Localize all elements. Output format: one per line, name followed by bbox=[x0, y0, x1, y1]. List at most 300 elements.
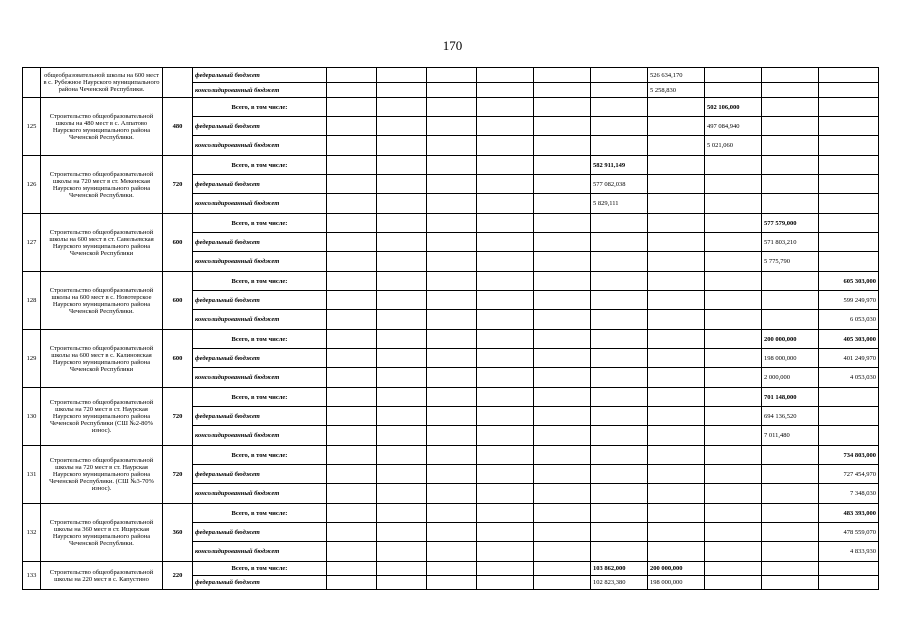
funding-source-label: федеральный бюджет bbox=[193, 523, 327, 542]
value-cell bbox=[327, 446, 377, 465]
value-cell bbox=[327, 542, 377, 562]
value-cell bbox=[477, 388, 534, 407]
capacity: 720 bbox=[163, 446, 193, 504]
value-cell bbox=[534, 252, 591, 272]
value-cell bbox=[377, 426, 427, 446]
value-cell bbox=[477, 272, 534, 291]
value-cell: 694 136,520 bbox=[762, 407, 819, 426]
value-cell bbox=[427, 330, 477, 349]
funding-source-label: федеральный бюджет bbox=[193, 175, 327, 194]
value-cell bbox=[327, 83, 377, 98]
value-cell bbox=[819, 68, 879, 83]
value-cell bbox=[534, 233, 591, 252]
row-number: 133 bbox=[23, 562, 41, 590]
value-cell bbox=[477, 214, 534, 233]
value-cell bbox=[377, 194, 427, 214]
value-cell bbox=[705, 349, 762, 368]
value-cell bbox=[591, 426, 648, 446]
value-cell bbox=[591, 330, 648, 349]
value-cell bbox=[819, 426, 879, 446]
value-cell bbox=[477, 576, 534, 590]
value-cell: 5 021,060 bbox=[705, 136, 762, 156]
value-cell bbox=[648, 194, 705, 214]
value-cell bbox=[327, 272, 377, 291]
value-cell bbox=[327, 194, 377, 214]
value-cell bbox=[762, 291, 819, 310]
value-cell bbox=[648, 523, 705, 542]
value-cell bbox=[534, 214, 591, 233]
value-cell bbox=[427, 83, 477, 98]
value-cell bbox=[534, 175, 591, 194]
value-cell bbox=[427, 233, 477, 252]
value-cell bbox=[427, 310, 477, 330]
value-cell bbox=[819, 562, 879, 576]
value-cell: 5 775,790 bbox=[762, 252, 819, 272]
value-cell bbox=[762, 465, 819, 484]
value-cell bbox=[648, 136, 705, 156]
value-cell bbox=[377, 349, 427, 368]
value-cell bbox=[477, 252, 534, 272]
value-cell bbox=[427, 117, 477, 136]
capacity bbox=[163, 68, 193, 98]
value-cell bbox=[591, 484, 648, 504]
table-row bbox=[23, 98, 879, 117]
value-cell bbox=[327, 426, 377, 446]
value-cell bbox=[477, 98, 534, 117]
value-cell bbox=[762, 504, 819, 523]
value-cell bbox=[534, 136, 591, 156]
value-cell bbox=[534, 291, 591, 310]
table-row bbox=[23, 272, 879, 291]
value-cell bbox=[705, 68, 762, 83]
funding-source-label: консолидированный бюджет bbox=[193, 368, 327, 388]
value-cell bbox=[591, 272, 648, 291]
funding-source-label: федеральный бюджет bbox=[193, 576, 327, 590]
value-cell bbox=[648, 214, 705, 233]
value-cell bbox=[377, 407, 427, 426]
funding-source-label: федеральный бюджет bbox=[193, 407, 327, 426]
value-cell: 102 823,380 bbox=[591, 576, 648, 590]
value-cell bbox=[327, 175, 377, 194]
row-number: 130 bbox=[23, 388, 41, 446]
value-cell bbox=[762, 484, 819, 504]
value-cell bbox=[762, 156, 819, 175]
capacity: 480 bbox=[163, 98, 193, 156]
funding-source-label: федеральный бюджет bbox=[193, 233, 327, 252]
value-cell bbox=[819, 98, 879, 117]
value-cell bbox=[377, 98, 427, 117]
row-number: 131 bbox=[23, 446, 41, 504]
value-cell bbox=[477, 349, 534, 368]
value-cell: 497 084,940 bbox=[705, 117, 762, 136]
value-cell bbox=[705, 252, 762, 272]
object-description: Строительство общеобразовательной школы на 600 мест в с. Калиновская Наурского муниципального района Чеченской Республики bbox=[41, 330, 163, 388]
value-cell bbox=[427, 291, 477, 310]
value-cell bbox=[327, 252, 377, 272]
value-cell bbox=[705, 542, 762, 562]
capacity: 720 bbox=[163, 156, 193, 214]
value-cell bbox=[477, 156, 534, 175]
value-cell bbox=[762, 194, 819, 214]
value-cell bbox=[762, 117, 819, 136]
value-cell bbox=[705, 576, 762, 590]
funding-source-label: консолидированный бюджет bbox=[193, 252, 327, 272]
object-description: Строительство общеобразовательной школы на 220 мест в с. Капустино bbox=[41, 562, 163, 590]
value-cell bbox=[534, 388, 591, 407]
value-cell: 198 000,000 bbox=[648, 576, 705, 590]
value-cell: 701 148,000 bbox=[762, 388, 819, 407]
value-cell bbox=[762, 83, 819, 98]
value-cell bbox=[427, 214, 477, 233]
row-number: 132 bbox=[23, 504, 41, 562]
value-cell bbox=[377, 83, 427, 98]
row-number bbox=[23, 68, 41, 98]
value-cell bbox=[762, 562, 819, 576]
value-cell bbox=[648, 291, 705, 310]
value-cell bbox=[427, 542, 477, 562]
value-cell bbox=[705, 175, 762, 194]
value-cell bbox=[648, 465, 705, 484]
value-cell bbox=[477, 117, 534, 136]
value-cell bbox=[377, 136, 427, 156]
value-cell bbox=[648, 368, 705, 388]
value-cell bbox=[648, 175, 705, 194]
table-row bbox=[23, 214, 879, 233]
value-cell bbox=[534, 272, 591, 291]
value-cell bbox=[427, 562, 477, 576]
row-number: 126 bbox=[23, 156, 41, 214]
value-cell bbox=[648, 542, 705, 562]
value-cell bbox=[477, 426, 534, 446]
value-cell bbox=[477, 407, 534, 426]
value-cell bbox=[591, 68, 648, 83]
value-cell: 103 862,000 bbox=[591, 562, 648, 576]
value-cell: 483 393,000 bbox=[819, 504, 879, 523]
value-cell bbox=[534, 98, 591, 117]
value-cell bbox=[591, 214, 648, 233]
value-cell bbox=[477, 291, 534, 310]
value-cell bbox=[705, 330, 762, 349]
value-cell bbox=[534, 446, 591, 465]
value-cell bbox=[427, 523, 477, 542]
value-cell bbox=[762, 576, 819, 590]
value-cell bbox=[377, 156, 427, 175]
capacity: 600 bbox=[163, 272, 193, 330]
object-description: Строительство общеобразовательной школы на 720 мест в ст. Наурская Наурского муниципального района Чеченской Республики (СШ №2-80% износ). bbox=[41, 388, 163, 446]
value-cell: 577 579,000 bbox=[762, 214, 819, 233]
funding-source-label: консолидированный бюджет bbox=[193, 426, 327, 446]
value-cell bbox=[427, 484, 477, 504]
value-cell: 200 000,000 bbox=[762, 330, 819, 349]
object-description: Строительство общеобразовательной школы на 720 мест в ст. Мекенская Наурского муниципального района Чеченской Республики. bbox=[41, 156, 163, 214]
value-cell bbox=[591, 523, 648, 542]
capacity: 600 bbox=[163, 214, 193, 272]
value-cell: 5 258,830 bbox=[648, 83, 705, 98]
value-cell bbox=[534, 156, 591, 175]
value-cell bbox=[477, 484, 534, 504]
value-cell bbox=[762, 68, 819, 83]
value-cell bbox=[819, 252, 879, 272]
funding-source-label: Всего, в том числе: bbox=[193, 156, 327, 175]
value-cell bbox=[477, 83, 534, 98]
value-cell bbox=[648, 349, 705, 368]
value-cell bbox=[534, 523, 591, 542]
object-description: Строительство общеобразовательной школы на 720 мест в ст. Наурская Наурского муниципального района Чеченской Республики. (СШ №3-70% износ). bbox=[41, 446, 163, 504]
table-row bbox=[23, 504, 879, 523]
row-number: 125 bbox=[23, 98, 41, 156]
value-cell bbox=[591, 291, 648, 310]
value-cell bbox=[327, 504, 377, 523]
value-cell: 5 829,111 bbox=[591, 194, 648, 214]
value-cell bbox=[427, 446, 477, 465]
value-cell bbox=[427, 388, 477, 407]
value-cell bbox=[477, 542, 534, 562]
value-cell bbox=[705, 214, 762, 233]
value-cell bbox=[591, 252, 648, 272]
value-cell bbox=[327, 291, 377, 310]
page-number: 170 bbox=[442, 38, 463, 53]
value-cell bbox=[648, 98, 705, 117]
value-cell bbox=[427, 426, 477, 446]
funding-source-label: Всего, в том числе: bbox=[193, 214, 327, 233]
value-cell bbox=[327, 368, 377, 388]
value-cell bbox=[591, 504, 648, 523]
object-description: Строительство общеобразовательной школы на 360 мест в ст. Ищерская Наурского муниципального района Чеченской Республики. bbox=[41, 504, 163, 562]
value-cell bbox=[705, 562, 762, 576]
value-cell bbox=[327, 576, 377, 590]
table-row bbox=[23, 388, 879, 407]
value-cell bbox=[427, 156, 477, 175]
table-row bbox=[23, 562, 879, 576]
value-cell bbox=[327, 330, 377, 349]
value-cell bbox=[591, 465, 648, 484]
capacity: 360 bbox=[163, 504, 193, 562]
value-cell bbox=[377, 484, 427, 504]
value-cell bbox=[534, 68, 591, 83]
value-cell bbox=[427, 98, 477, 117]
value-cell bbox=[377, 504, 427, 523]
value-cell bbox=[705, 233, 762, 252]
value-cell bbox=[534, 542, 591, 562]
value-cell bbox=[327, 98, 377, 117]
value-cell bbox=[648, 252, 705, 272]
funding-source-label: консолидированный бюджет bbox=[193, 136, 327, 156]
funding-source-label: консолидированный бюджет bbox=[193, 194, 327, 214]
value-cell bbox=[705, 426, 762, 446]
value-cell bbox=[591, 98, 648, 117]
row-number: 127 bbox=[23, 214, 41, 272]
value-cell bbox=[327, 465, 377, 484]
value-cell bbox=[377, 576, 427, 590]
value-cell bbox=[377, 465, 427, 484]
value-cell bbox=[477, 233, 534, 252]
value-cell bbox=[648, 426, 705, 446]
value-cell: 6 053,030 bbox=[819, 310, 879, 330]
value-cell bbox=[819, 156, 879, 175]
value-cell bbox=[327, 233, 377, 252]
value-cell bbox=[591, 117, 648, 136]
value-cell bbox=[591, 542, 648, 562]
value-cell bbox=[327, 562, 377, 576]
value-cell bbox=[648, 504, 705, 523]
value-cell bbox=[377, 368, 427, 388]
value-cell bbox=[327, 156, 377, 175]
value-cell bbox=[705, 388, 762, 407]
value-cell bbox=[534, 194, 591, 214]
value-cell bbox=[591, 136, 648, 156]
funding-source-label: Всего, в том числе: bbox=[193, 330, 327, 349]
value-cell bbox=[377, 291, 427, 310]
value-cell bbox=[705, 446, 762, 465]
value-cell: 502 106,000 bbox=[705, 98, 762, 117]
table-row bbox=[23, 330, 879, 349]
value-cell bbox=[591, 407, 648, 426]
value-cell bbox=[427, 576, 477, 590]
value-cell bbox=[762, 98, 819, 117]
value-cell bbox=[648, 272, 705, 291]
value-cell bbox=[591, 310, 648, 330]
value-cell: 200 000,000 bbox=[648, 562, 705, 576]
value-cell bbox=[327, 407, 377, 426]
value-cell bbox=[648, 446, 705, 465]
value-cell: 401 249,970 bbox=[819, 349, 879, 368]
value-cell bbox=[534, 349, 591, 368]
value-cell bbox=[819, 388, 879, 407]
value-cell bbox=[762, 310, 819, 330]
value-cell bbox=[819, 136, 879, 156]
value-cell: 526 634,170 bbox=[648, 68, 705, 83]
value-cell bbox=[534, 407, 591, 426]
value-cell bbox=[819, 214, 879, 233]
value-cell bbox=[819, 117, 879, 136]
value-cell bbox=[327, 136, 377, 156]
value-cell: 7 011,480 bbox=[762, 426, 819, 446]
funding-source-label: Всего, в том числе: bbox=[193, 98, 327, 117]
value-cell bbox=[477, 68, 534, 83]
value-cell bbox=[534, 562, 591, 576]
value-cell bbox=[427, 252, 477, 272]
value-cell bbox=[477, 446, 534, 465]
value-cell bbox=[377, 175, 427, 194]
value-cell bbox=[534, 368, 591, 388]
capacity: 720 bbox=[163, 388, 193, 446]
value-cell bbox=[534, 83, 591, 98]
value-cell bbox=[591, 368, 648, 388]
value-cell: 727 454,970 bbox=[819, 465, 879, 484]
table-row bbox=[23, 68, 879, 83]
value-cell bbox=[819, 83, 879, 98]
value-cell bbox=[327, 68, 377, 83]
value-cell: 734 803,000 bbox=[819, 446, 879, 465]
funding-source-label: федеральный бюджет bbox=[193, 117, 327, 136]
value-cell bbox=[477, 562, 534, 576]
value-cell bbox=[648, 484, 705, 504]
value-cell bbox=[705, 504, 762, 523]
value-cell bbox=[648, 407, 705, 426]
value-cell bbox=[534, 426, 591, 446]
value-cell bbox=[705, 272, 762, 291]
value-cell bbox=[477, 504, 534, 523]
value-cell bbox=[705, 523, 762, 542]
value-cell: 4 833,930 bbox=[819, 542, 879, 562]
value-cell bbox=[534, 576, 591, 590]
value-cell bbox=[705, 156, 762, 175]
value-cell bbox=[377, 330, 427, 349]
value-cell bbox=[477, 523, 534, 542]
funding-source-label: консолидированный бюджет bbox=[193, 542, 327, 562]
value-cell bbox=[377, 214, 427, 233]
object-description: Строительство общеобразовательной школы на 600 мест в с. Новотерское Наурского муниципального района Чеченской Республики. bbox=[41, 272, 163, 330]
value-cell bbox=[648, 233, 705, 252]
value-cell bbox=[377, 446, 427, 465]
value-cell bbox=[648, 156, 705, 175]
value-cell bbox=[762, 542, 819, 562]
value-cell bbox=[427, 465, 477, 484]
value-cell bbox=[819, 233, 879, 252]
value-cell bbox=[534, 465, 591, 484]
funding-source-label: федеральный бюджет bbox=[193, 68, 327, 83]
value-cell bbox=[477, 465, 534, 484]
value-cell bbox=[705, 83, 762, 98]
value-cell bbox=[705, 194, 762, 214]
value-cell bbox=[427, 272, 477, 291]
value-cell bbox=[648, 330, 705, 349]
value-cell bbox=[427, 68, 477, 83]
value-cell bbox=[377, 233, 427, 252]
value-cell bbox=[705, 484, 762, 504]
value-cell bbox=[427, 194, 477, 214]
value-cell bbox=[705, 291, 762, 310]
table-row bbox=[23, 156, 879, 175]
value-cell bbox=[327, 484, 377, 504]
capacity: 220 bbox=[163, 562, 193, 590]
value-cell bbox=[427, 504, 477, 523]
value-cell bbox=[705, 465, 762, 484]
value-cell: 571 803,210 bbox=[762, 233, 819, 252]
funding-source-label: Всего, в том числе: bbox=[193, 562, 327, 576]
value-cell: 577 082,038 bbox=[591, 175, 648, 194]
value-cell bbox=[591, 388, 648, 407]
value-cell bbox=[377, 272, 427, 291]
row-number: 129 bbox=[23, 330, 41, 388]
funding-source-label: Всего, в том числе: bbox=[193, 272, 327, 291]
value-cell bbox=[819, 576, 879, 590]
value-cell bbox=[377, 562, 427, 576]
value-cell bbox=[427, 349, 477, 368]
value-cell bbox=[327, 117, 377, 136]
value-cell: 605 303,000 bbox=[819, 272, 879, 291]
funding-source-label: консолидированный бюджет bbox=[193, 83, 327, 98]
value-cell bbox=[377, 523, 427, 542]
value-cell bbox=[477, 310, 534, 330]
value-cell bbox=[591, 83, 648, 98]
value-cell bbox=[819, 194, 879, 214]
value-cell: 478 559,070 bbox=[819, 523, 879, 542]
funding-source-label: Всего, в том числе: bbox=[193, 504, 327, 523]
value-cell bbox=[648, 117, 705, 136]
value-cell bbox=[377, 117, 427, 136]
value-cell bbox=[477, 194, 534, 214]
value-cell bbox=[762, 272, 819, 291]
value-cell bbox=[591, 349, 648, 368]
value-cell bbox=[591, 233, 648, 252]
value-cell bbox=[377, 388, 427, 407]
value-cell bbox=[327, 523, 377, 542]
funding-source-label: федеральный бюджет bbox=[193, 349, 327, 368]
value-cell bbox=[534, 330, 591, 349]
value-cell bbox=[427, 175, 477, 194]
funding-source-label: федеральный бюджет bbox=[193, 291, 327, 310]
